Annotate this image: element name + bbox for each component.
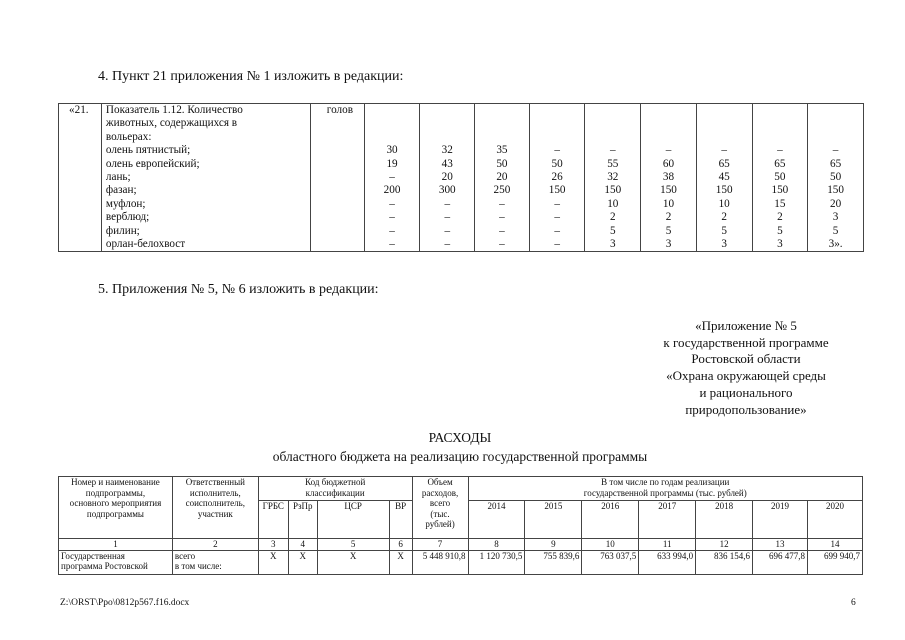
value-cell: – bbox=[696, 144, 752, 157]
header-volume bbox=[412, 477, 468, 539]
value-cell: 3 bbox=[585, 238, 641, 252]
value-cell: 3 bbox=[696, 238, 752, 252]
cell-line: Государственная bbox=[61, 550, 125, 561]
header-vr: ВР bbox=[389, 501, 412, 539]
unit bbox=[310, 158, 364, 171]
value-cell: 300 bbox=[420, 184, 475, 197]
appendix-line: «Охрана окружающей среды bbox=[666, 368, 826, 384]
value-cell: – bbox=[529, 211, 585, 224]
animal-name: лань; bbox=[101, 171, 310, 184]
unit: голов bbox=[310, 104, 364, 118]
appendix-line: Ростовской области bbox=[691, 351, 801, 367]
appendix-line: «Приложение № 5 bbox=[695, 318, 797, 333]
value-cell bbox=[808, 117, 864, 130]
column-number: 5 bbox=[317, 539, 389, 551]
year-value: 763 037,5 bbox=[582, 550, 639, 574]
value-cell: 55 bbox=[585, 158, 641, 171]
year-value: 633 994,0 bbox=[639, 550, 696, 574]
header-line: Код бюджетной bbox=[305, 477, 366, 487]
value-cell: 2 bbox=[752, 211, 808, 224]
unit bbox=[310, 184, 364, 197]
value-cell: 3 bbox=[752, 238, 808, 252]
animal-name: орлан-белохвост bbox=[101, 238, 310, 252]
year-value: 699 940,7 bbox=[807, 550, 862, 574]
value-cell: 150 bbox=[752, 184, 808, 197]
value-cell bbox=[529, 131, 585, 144]
header-line: Объем bbox=[427, 477, 453, 487]
column-number: 3 bbox=[258, 539, 288, 551]
value-cell: – bbox=[364, 238, 420, 252]
table-row bbox=[59, 158, 864, 171]
value-cell: – bbox=[475, 225, 530, 238]
appendix-line: и рационального bbox=[699, 384, 793, 400]
item-4-text: 4. Пункт 21 приложения № 1 изложить в редакции: bbox=[98, 69, 404, 84]
value-cell: 150 bbox=[585, 184, 641, 197]
value-cell: 38 bbox=[641, 171, 697, 184]
column-number: 2 bbox=[172, 539, 258, 551]
value-cell: 30 bbox=[364, 144, 420, 157]
row-number bbox=[59, 198, 102, 211]
header-line: расходов, bbox=[421, 487, 459, 498]
value-cell: – bbox=[420, 198, 475, 211]
value-cell: – bbox=[808, 144, 864, 157]
header-year: 2018 bbox=[696, 501, 753, 539]
value-cell bbox=[475, 104, 530, 118]
value-cell: 65 bbox=[696, 158, 752, 171]
row-number bbox=[59, 117, 102, 130]
value-cell: – bbox=[585, 144, 641, 157]
table-row bbox=[59, 225, 864, 238]
value-cell bbox=[696, 117, 752, 130]
header-csr: ЦСР bbox=[317, 501, 389, 539]
program-executor bbox=[172, 550, 258, 574]
header-year: 2017 bbox=[639, 501, 696, 539]
header-year: 2019 bbox=[753, 501, 808, 539]
value-cell: – bbox=[420, 238, 475, 252]
header-line: Ответственный bbox=[185, 477, 245, 487]
row-number bbox=[59, 171, 102, 184]
value-cell: – bbox=[364, 171, 420, 184]
value-cell: 32 bbox=[585, 171, 641, 184]
value-cell bbox=[364, 131, 420, 144]
value-cell: 5 bbox=[641, 225, 697, 238]
column-number: 13 bbox=[753, 539, 808, 551]
value-cell bbox=[641, 117, 697, 130]
value-cell: – bbox=[641, 144, 697, 157]
value-cell: 10 bbox=[641, 198, 697, 211]
value-cell bbox=[752, 131, 808, 144]
header-line: Номер и наименование bbox=[71, 477, 160, 487]
value-cell: 200 bbox=[364, 184, 420, 197]
value-cell bbox=[420, 131, 475, 144]
table-row bbox=[59, 131, 864, 144]
column-numbers-row bbox=[59, 539, 863, 551]
value-cell bbox=[808, 104, 864, 118]
value-cell: – bbox=[364, 198, 420, 211]
column-number: 14 bbox=[807, 539, 862, 551]
header-line: основного мероприятия bbox=[69, 498, 162, 508]
value-cell: – bbox=[529, 238, 585, 252]
value-cell bbox=[420, 104, 475, 118]
cell-line: всего bbox=[174, 550, 196, 561]
header-line: рублей) bbox=[425, 519, 455, 529]
value-cell: 50 bbox=[529, 158, 585, 171]
value-cell: 2 bbox=[585, 211, 641, 224]
header-line: всего bbox=[429, 498, 451, 508]
value-cell bbox=[420, 117, 475, 130]
table-row bbox=[59, 198, 864, 211]
value-cell: – bbox=[529, 198, 585, 211]
value-cell: – bbox=[529, 144, 585, 157]
value-cell: 20 bbox=[808, 198, 864, 211]
header-line: подпрограммы, bbox=[85, 487, 146, 498]
table-row bbox=[59, 211, 864, 224]
header-line: В том числе по годам реализации bbox=[601, 477, 730, 487]
value-cell: 26 bbox=[529, 171, 585, 184]
value-cell: – bbox=[475, 211, 530, 224]
unit bbox=[310, 225, 364, 238]
year-value: 755 839,6 bbox=[525, 550, 582, 574]
value-cell: 50 bbox=[475, 158, 530, 171]
value-cell: – bbox=[752, 144, 808, 157]
value-cell bbox=[641, 131, 697, 144]
row-number bbox=[59, 225, 102, 238]
value-cell: 3 bbox=[808, 211, 864, 224]
year-value: 696 477,8 bbox=[753, 550, 808, 574]
column-number: 12 bbox=[696, 539, 753, 551]
column-number: 8 bbox=[468, 539, 525, 551]
code-rzpr: Х bbox=[288, 550, 317, 574]
unit bbox=[310, 131, 364, 144]
header-line: (тыс. bbox=[430, 508, 450, 519]
animal-name: филин; bbox=[101, 225, 310, 238]
value-cell: 43 bbox=[420, 158, 475, 171]
cell-line: программа Ростовской bbox=[61, 561, 148, 571]
indicator-text: животных, содержащихся в bbox=[101, 117, 310, 130]
animal-name: верблюд; bbox=[101, 211, 310, 224]
value-cell: 20 bbox=[420, 171, 475, 184]
column-number: 10 bbox=[582, 539, 639, 551]
cell-line: в том числе: bbox=[174, 561, 222, 571]
value-cell: 5 bbox=[585, 225, 641, 238]
header-executor bbox=[172, 477, 258, 539]
header-grbs: ГРБС bbox=[258, 501, 288, 539]
value-cell: – bbox=[475, 198, 530, 211]
value-cell: 5 bbox=[696, 225, 752, 238]
table-row bbox=[59, 238, 864, 252]
value-cell: 10 bbox=[696, 198, 752, 211]
value-cell: 60 bbox=[641, 158, 697, 171]
value-cell: 250 bbox=[475, 184, 530, 197]
header-year: 2014 bbox=[468, 501, 525, 539]
header-year: 2016 bbox=[582, 501, 639, 539]
value-cell: 150 bbox=[641, 184, 697, 197]
value-cell: 150 bbox=[529, 184, 585, 197]
table-row bbox=[59, 144, 864, 157]
program-name bbox=[59, 550, 173, 574]
unit bbox=[310, 117, 364, 130]
animal-name: муфлон; bbox=[101, 198, 310, 211]
value-cell bbox=[585, 131, 641, 144]
header-line: классификации bbox=[305, 487, 365, 498]
value-cell: 45 bbox=[696, 171, 752, 184]
value-cell bbox=[585, 104, 641, 118]
value-cell bbox=[364, 117, 420, 130]
header-line: подпрограммы bbox=[86, 508, 144, 519]
row-number bbox=[59, 131, 102, 144]
header-year: 2015 bbox=[525, 501, 582, 539]
column-number: 6 bbox=[389, 539, 412, 551]
row-number: «21. bbox=[59, 104, 102, 118]
value-cell: 10 bbox=[585, 198, 641, 211]
value-cell: 32 bbox=[420, 144, 475, 157]
table-row bbox=[59, 117, 864, 130]
unit bbox=[310, 144, 364, 157]
expenses-table bbox=[58, 476, 863, 575]
header-line: исполнитель, bbox=[189, 487, 241, 498]
value-cell: 2 bbox=[641, 211, 697, 224]
code-vr: Х bbox=[389, 550, 412, 574]
animal-name: олень пятнистый; bbox=[101, 144, 310, 157]
row-number bbox=[59, 184, 102, 197]
appendix-line: к государственной программе bbox=[663, 334, 829, 350]
year-value: 836 154,6 bbox=[696, 550, 753, 574]
value-cell: – bbox=[420, 211, 475, 224]
value-cell bbox=[529, 104, 585, 118]
appendix-header bbox=[630, 318, 862, 418]
value-cell bbox=[475, 117, 530, 130]
doc-subtitle: областного бюджета на реализацию государственной программы bbox=[272, 449, 648, 464]
row-number bbox=[59, 158, 102, 171]
value-cell: – bbox=[364, 211, 420, 224]
value-cell bbox=[364, 104, 420, 118]
value-cell bbox=[641, 104, 697, 118]
value-cell: 50 bbox=[752, 171, 808, 184]
code-csr: Х bbox=[317, 550, 389, 574]
value-cell: 65 bbox=[752, 158, 808, 171]
row-number bbox=[59, 238, 102, 252]
row-number bbox=[59, 144, 102, 157]
indicator-text: Показатель 1.12. Количество bbox=[101, 104, 310, 118]
value-cell: – bbox=[475, 238, 530, 252]
table-row bbox=[59, 104, 864, 118]
indicator-table bbox=[58, 103, 864, 252]
total-value: 5 448 910,8 bbox=[412, 550, 468, 574]
value-cell: 5 bbox=[808, 225, 864, 238]
unit bbox=[310, 171, 364, 184]
header-subprogram bbox=[59, 477, 173, 539]
value-cell bbox=[585, 117, 641, 130]
value-cell: 3 bbox=[641, 238, 697, 252]
year-value: 1 120 730,5 bbox=[468, 550, 525, 574]
value-cell: 50 bbox=[808, 171, 864, 184]
header-year: 2020 bbox=[807, 501, 862, 539]
column-number: 1 bbox=[59, 539, 173, 551]
value-cell: 5 bbox=[752, 225, 808, 238]
unit bbox=[310, 211, 364, 224]
row-number bbox=[59, 211, 102, 224]
value-cell bbox=[696, 131, 752, 144]
code-grbs: Х bbox=[258, 550, 288, 574]
header-line: участник bbox=[197, 508, 233, 519]
value-cell: 3». bbox=[808, 238, 864, 252]
value-cell: 150 bbox=[808, 184, 864, 197]
value-cell: 65 bbox=[808, 158, 864, 171]
column-number: 7 bbox=[412, 539, 468, 551]
footer-page-number: 6 bbox=[851, 598, 856, 608]
value-cell: 20 bbox=[475, 171, 530, 184]
item-5-text: 5. Приложения № 5, № 6 изложить в редакции: bbox=[98, 282, 379, 297]
table-row bbox=[59, 550, 863, 574]
indicator-text: вольерах: bbox=[101, 131, 310, 144]
animal-name: олень европейский; bbox=[101, 158, 310, 171]
value-cell: 2 bbox=[696, 211, 752, 224]
unit bbox=[310, 238, 364, 252]
header-rzpr: РзПр bbox=[288, 501, 317, 539]
value-cell: – bbox=[364, 225, 420, 238]
value-cell: – bbox=[420, 225, 475, 238]
value-cell bbox=[752, 117, 808, 130]
header-years bbox=[468, 477, 862, 501]
header-line: соисполнитель, bbox=[185, 498, 246, 508]
value-cell: 150 bbox=[696, 184, 752, 197]
appendix-line: природопользование» bbox=[685, 401, 807, 417]
column-number: 4 bbox=[288, 539, 317, 551]
animal-name: фазан; bbox=[101, 184, 310, 197]
column-number: 9 bbox=[525, 539, 582, 551]
table-row bbox=[59, 184, 864, 197]
value-cell: – bbox=[529, 225, 585, 238]
header-line: государственной программы (тыс. рублей) bbox=[583, 487, 747, 498]
value-cell bbox=[529, 117, 585, 130]
value-cell bbox=[696, 104, 752, 118]
footer-file-path: Z:\ORST\Ppo\0812p567.f16.docx bbox=[60, 598, 190, 608]
table-row bbox=[59, 171, 864, 184]
unit bbox=[310, 198, 364, 211]
value-cell bbox=[752, 104, 808, 118]
doc-title: РАСХОДЫ bbox=[428, 430, 492, 445]
value-cell: 15 bbox=[752, 198, 808, 211]
column-number: 11 bbox=[639, 539, 696, 551]
value-cell: 35 bbox=[475, 144, 530, 157]
header-budget-code bbox=[258, 477, 412, 501]
value-cell bbox=[808, 131, 864, 144]
value-cell: 19 bbox=[364, 158, 420, 171]
value-cell bbox=[475, 131, 530, 144]
